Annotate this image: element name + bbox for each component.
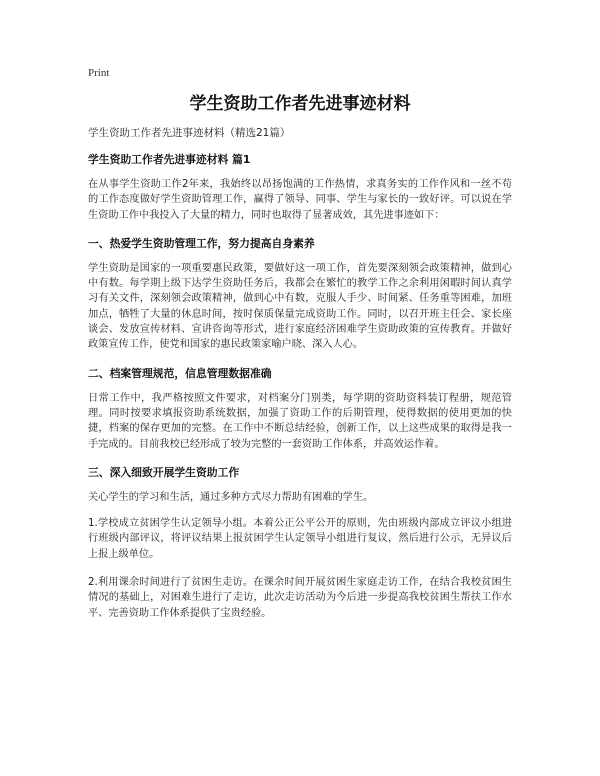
section-heading-3: 三、深入细致开展学生资助工作: [88, 465, 240, 479]
section-title: 学生资助工作者先进事迹材料 篇1: [88, 153, 251, 166]
document-page: [88, 66, 512, 634]
paragraph-4: 1.学校成立贫困学生认定领导小组。本着公正公平公开的原则，先由班级内部成立评议小组进行班级内部评议，将评议结果上报贫困学生认定领导小组进行复议，然后进行公示，无异议后上报上级单位。: [88, 518, 512, 560]
paragraph-3: 关心学生的学习和生活，通过多种方式尽力帮助有困难的学生。: [88, 491, 374, 503]
print-label[interactable]: Print: [88, 67, 110, 79]
paragraph-2: 日常工作中，我严格按照文件要求，对档案分门别类，每学期的资助资料装订程册，规范管理。同时按要求填报资助系统数据，加强了资助工作的后期管理，使得数据的使用更加的快捷，档案的保存更加的完整。在工作中不断总结经验，创新工作，以上这些成果的取得是我一手完成的。目前我校已经形成了较为完整的一套资助工作体系，并高效运作着。: [88, 392, 512, 450]
section-heading-1: 一、热爱学生资助管理工作，努力提高自身素养: [88, 236, 315, 250]
paragraph-5: 2.利用课余时间进行了贫困生走访。在课余时间开展贫困生家庭走访工作，在结合我校贫困生情况的基础上，对困难生进行了走访，此次走访活动为今后进一步提高我校贫困生帮扶工作水平、完善资助工作体系提供了宝贵经验。: [88, 577, 512, 619]
section-heading-2: 二、档案管理规范，信息管理数据准确: [88, 366, 272, 380]
intro-paragraph: 在从事学生资助工作2年来，我始终以昂扬饱满的工作热情，求真务实的工作作风和一丝不苟的工作态度做好学生资助管理工作，赢得了领导、同事、学生与家长的一致好评。可以说在学生资助工作中我投入了大量的精力，同时也取得了显著成效，其先进事迹如下：: [88, 179, 512, 221]
page-title: 学生资助工作者先进事迹材料: [189, 94, 411, 114]
paragraph-1: 学生资助是国家的一项重要惠民政策，要做好这一项工作，首先要深刻领会政策精神，做到心中有数。每学期上级下达学生资助任务后，我都会在繁忙的教学工作之余利用闲暇时间认真学习有关文件，深刻领会政策精神，做到心中有数，克服人手少、时间紧、任务重等困难，加班加点，牺牲了大量的休息时间，按时保质保量完成资助工作。同时，以召开班主任会、家长座谈会、发放宣传材料、宣讲咨询等形式，进行家庭经济困难学生资助政策的宣传教育。并做好政策宣传工作，使党和国家的惠民政策家喻户晓、深入人心。: [88, 262, 512, 351]
document-subtitle: 学生资助工作者先进事迹材料（精选21篇）: [88, 127, 291, 139]
